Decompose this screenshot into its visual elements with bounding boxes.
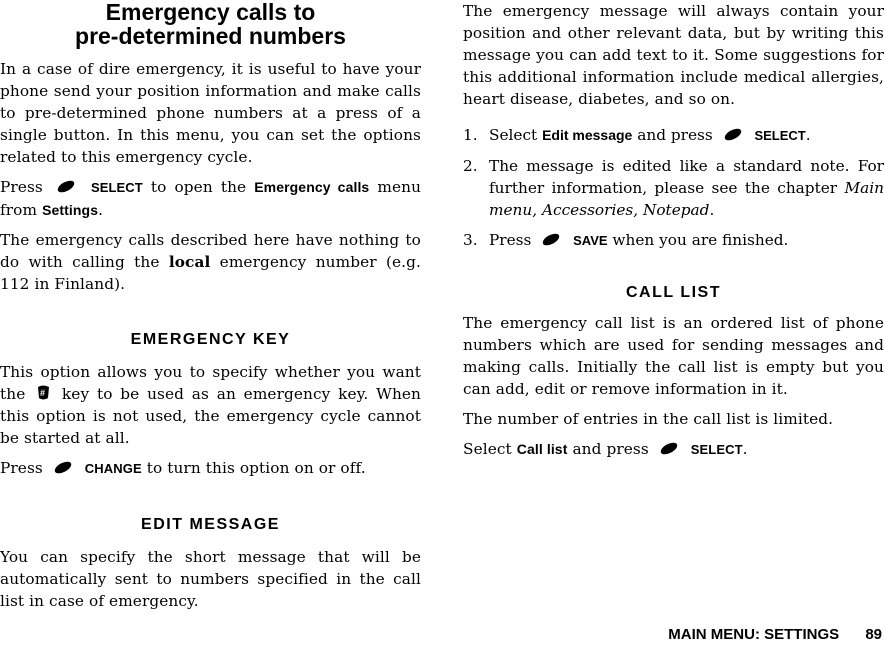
step-1: 1. Select Edit message and press SELECT. [463,126,811,144]
svg-text:#: # [40,388,46,398]
select-softkey-label: SELECT [754,128,806,143]
softkey-icon [52,461,74,474]
right-column [463,0,884,469]
page-title [0,0,421,48]
section-heading-edit-message: EDIT MESSAGE [141,516,280,533]
save-softkey-label: SAVE [573,233,608,248]
title-line-1: Emergency calls to [105,0,316,25]
local-keyword: local [168,253,211,271]
notepad-reference: Main menu, Accessories, Notepad [489,179,884,219]
step-3: 3. Press SAVE when you are finished. [463,231,789,249]
edit-message-steps [463,124,884,252]
page-footer [668,626,882,643]
select-softkey-label: SELECT [90,180,143,195]
call-list-item: Call list [516,441,568,457]
edit-message-details-paragraph: The emergency message will always contain your position and other relevant data, but by writing this message you can add text to it. Some suggestions for this additional information include medical allergies, heart disease, diabetes, and so on. [463,2,884,108]
step-2: 2. The message is edited like a standard note. For further information, please see the chapter Main menu, Accessories, Notepad. [463,157,884,219]
open-menu-paragraph: Press SELECT to open the Emergency calls menu from Settings. [0,178,422,219]
change-softkey-label: CHANGE [84,461,142,476]
softkey-icon [658,442,680,455]
local-emergency-paragraph: The emergency calls described here have nothing to do with calling the local emergency number (e.g. 112 in Finland). [0,231,421,293]
emergency-calls-menu-name: Emergency calls [254,179,370,195]
left-column [0,0,421,620]
section-heading-call-list: CALL LIST [626,284,721,301]
hash-key-icon [36,384,51,401]
emergency-key-paragraph: This option allows you to specify whether you want the # key to be used as an emergency key. When this option is not used, the emergency cycle cannot be started at all. [0,363,422,447]
call-list-select-paragraph: Select Call list and press SELECT. [463,440,748,458]
title-line-2: pre-determined numbers [75,23,346,49]
settings-menu-name: Settings [42,202,99,218]
footer-section-title: MAIN MENU: SETTINGS [668,626,840,643]
softkey-icon [540,233,562,246]
call-list-limit-paragraph: The number of entries in the call list is limited. [463,410,834,428]
change-paragraph: Press CHANGE to turn this option on or off. [0,459,366,477]
select-softkey-label: SELECT [690,442,743,457]
section-heading-emergency-key: EMERGENCY KEY [130,331,291,348]
edit-message-paragraph: You can specify the short message that will be automatically sent to numbers specified in the call list in case of emergency. [0,548,421,610]
page-number: 89 [865,626,882,643]
softkey-icon [722,128,744,141]
edit-message-item: Edit message [542,127,633,143]
softkey-icon [55,180,77,193]
intro-paragraph: In a case of dire emergency, it is useful to have your phone send your position information and make calls to pre-determined phone numbers at a press of a single button. In this menu, you can set the options related to this emergency cycle. [0,60,421,166]
call-list-paragraph: The emergency call list is an ordered list of phone numbers which are used for sending messages and making calls. Initially the call list is empty but you can add, edit or remove information in it. [463,314,884,398]
